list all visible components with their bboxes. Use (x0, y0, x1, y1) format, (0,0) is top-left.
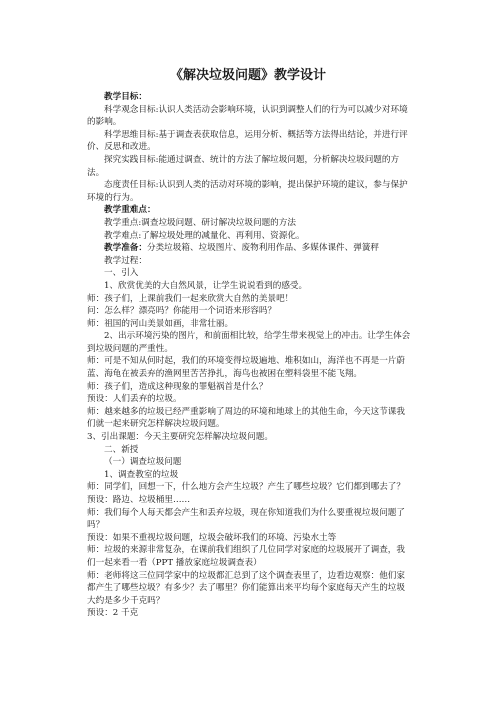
paragraph-line: 问：怎么样？漂亮吗？你能用一个词语来形容吗？ (87, 306, 277, 317)
paragraph-line: 态度责任目标:认识到人类的活动对环境的影响，提出保护环境的建议，参与保护环境的行为。 (87, 180, 408, 203)
paragraph-line: 师：孩子们，上课前我们一起来欣赏大自然的美景吧！ (87, 293, 294, 304)
document-body (87, 91, 412, 620)
paragraph-line: 教学目标： (104, 92, 147, 102)
paragraph-line: 科学观念目标:认识人类活动会影响环境，认识到调整人们的行为可以减少对环境的影响。 (87, 104, 408, 128)
bold-prefix: 教学准备： (104, 243, 147, 254)
paragraph-line: 预设：2 千克 (87, 608, 139, 619)
paragraph-line: 科学思维目标:基于调查表获取信息，运用分析、概括等方法得出结论，并进行评价、反思和改进。 (87, 129, 408, 153)
paragraph-line: 3、引出课题：今天主要研究怎样解决垃圾问题。 (87, 432, 273, 443)
paragraph-line: 1、调查教室的垃圾 (104, 469, 179, 480)
paragraph-line: 师：越来越多的垃圾已经严重影响了周边的环境和地球上的其他生命，今天这节课我们就一起来研究怎样解决垃圾问题。 (87, 406, 405, 430)
paragraph-line: 师：孩子们，造成这种现象的罪魁祸首是什么？ (87, 381, 268, 392)
paragraph-line: （一）调查垃圾问题 (104, 457, 182, 468)
paragraph-line: 师：我们每个人每天都会产生和丢弃垃圾，现在你知道我们为什么要重视垃圾问题了吗？ (87, 507, 405, 531)
paragraph-line: 探究实践目标:能通过调查、统计的方法了解垃圾问题，分析解决垃圾问题的方法。 (87, 154, 400, 178)
paragraph-line: 师：老师将这三位同学家中的垃圾都汇总到了这个调查表里了，边看边观察：他们家都产生了哪些垃圾？有多少？去了哪里？你们能算出来平均每个家庭每天产生的垃圾大约是多少千克吗？ (87, 570, 405, 606)
paragraph-line: 教学重点:调查垃圾问题、研讨解决垃圾问题的方法 (104, 217, 296, 228)
paragraph-line: 预设：路边、垃圾桶里…… (87, 495, 191, 505)
paragraph-line: 师：祖国的河山美景如画，非常壮丽。 (87, 318, 234, 329)
paragraph-line: 教学过程： (104, 255, 147, 266)
paragraph-line: 教学准备：分类垃圾箱、垃圾图片、废物利用作品、多媒体课件、弹簧秤 (104, 243, 380, 254)
paragraph-line: 预设：如果不重视垃圾问题，垃圾会破坏我们的环境、污染水土等 (87, 532, 337, 543)
paragraph-line: 教学重难点： (104, 205, 156, 216)
paragraph-line: 一、引入 (104, 268, 139, 279)
paragraph-line: 1、欣赏优美的大自然风景，让学生说说看到的感受。 (104, 280, 308, 291)
paragraph-line: 预设：人们丢弃的垃圾。 (87, 394, 182, 405)
paragraph-line: 师：可是不知从何时起，我们的环境变得垃圾遍地、堆积如山，海洋也不再是一片蔚蓝、海龟在被丢弃的渔网里苦苦挣扎，海鸟也被困在塑料袋里不能飞翔。 (87, 356, 405, 380)
paragraph-line: 2、出示环境污染的图片，和前面相比较，给学生带来视觉上的冲击。让学生体会到垃圾问题的严重性。 (87, 331, 411, 354)
paragraph-line: 教学难点:了解垃圾处理的减量化、再利用、资源化。 (104, 230, 305, 241)
paragraph-line: 二、新授 (104, 444, 139, 455)
paragraph-line: 师：同学们，回想一下，什么地方会产生垃圾？产生了哪些垃圾？它们都到哪去了？ (87, 482, 405, 493)
paragraph-line: 师：垃圾的来源非常复杂，在课前我们组织了几位同学对家庭的垃圾展开了调查，我们一起来看一看（PPT 播放家庭垃圾调查表） (87, 545, 405, 568)
document-title: 《解决垃圾问题》教学设计 (169, 68, 326, 83)
